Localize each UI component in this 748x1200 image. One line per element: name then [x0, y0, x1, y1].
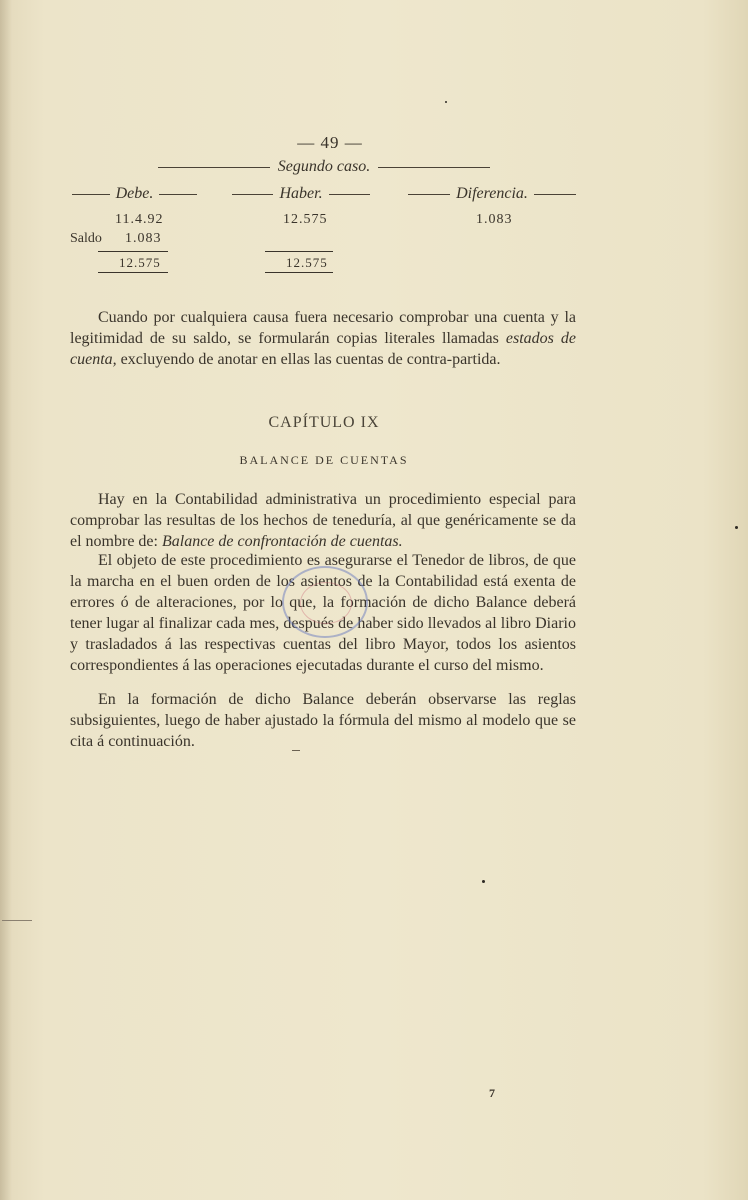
column-header-haber: [232, 185, 370, 203]
haber-total-rule: [265, 272, 333, 273]
case-heading-rule-right: [378, 167, 490, 168]
paper-tear: [2, 920, 32, 921]
paper-mark: [292, 750, 300, 751]
library-stamp-inner: [300, 582, 352, 624]
intro-text-end: excluyendo de anotar en ellas las cuentas de contra-partida.: [116, 351, 501, 368]
paper-speck: [482, 880, 485, 883]
diferencia-value: 1.083: [476, 212, 513, 227]
debe-total: 12.575: [119, 255, 161, 270]
intro-paragraph: [70, 307, 576, 370]
header-rule: [72, 194, 110, 195]
body-paragraph-2: El objeto de este procedimiento es asegurarse el Tenedor de libros, de que la marcha en el buen orden de los asientos de la Contabilidad está exenta de errores ó de alteraciones, por lo que, la formación de dicho Balance deberá tener lugar al finalizar cada mes, después de haber sido llevados al libro Diario y trasladados á las respectivas cuentas del libro Mayor, todos los asientos correspondientes á las operaciones ejecutadas durante el curso del mismo.: [70, 552, 576, 674]
paper-speck: [445, 101, 447, 103]
signature-mark: 7: [489, 1086, 495, 1100]
haber-total: 12.575: [286, 255, 328, 270]
debe-sum-rule: [98, 251, 168, 252]
paper-speck: [735, 526, 738, 529]
library-stamp: [282, 566, 368, 638]
header-rule: [408, 194, 450, 195]
paragraph-1-emphasis: Balance de confrontación de cuentas.: [161, 533, 403, 550]
chapter-heading: CAPÍTULO IX: [268, 414, 380, 431]
debe-total-rule: [98, 272, 168, 273]
intro-text: Cuando por cualquiera causa fuera necesario comprobar una cuenta y la legitimidad de su saldo, se formularán copias literales llamadas: [70, 309, 576, 347]
intro-emphasis: estados de cuenta,: [70, 330, 577, 368]
header-rule: [329, 194, 370, 195]
page-edge-shadow: [0, 0, 12, 1200]
column-label-diferencia: Diferencia.: [456, 185, 528, 202]
debe-value: 11.4.92: [115, 212, 164, 227]
header-rule: [534, 194, 576, 195]
column-header-diferencia: [408, 185, 576, 203]
haber-sum-rule: [265, 251, 333, 252]
case-title: Segundo caso.: [277, 158, 371, 175]
page-number: — 49 —: [297, 133, 363, 152]
chapter-subtitle: BALANCE DE CUENTAS: [239, 453, 409, 467]
case-heading: [158, 158, 490, 176]
header-rule: [159, 194, 197, 195]
body-paragraph-1: [70, 489, 576, 552]
case-heading-rule-left: [158, 167, 270, 168]
column-label-haber: Haber.: [279, 185, 323, 202]
column-header-debe: [72, 185, 197, 203]
header-rule: [232, 194, 273, 195]
body-paragraph-3: En la formación de dicho Balance deberán observarse las reglas subsiguientes, luego de haber ajustado la fórmula del mismo al modelo que se cita á continuación.: [70, 691, 576, 750]
haber-value: 12.575: [283, 212, 328, 227]
paragraph-1-text: Hay en la Contabilidad administrativa un procedimiento especial para comprobar las resultas de los hechos de teneduría, al que genéricamente se da el nombre de:: [70, 491, 576, 550]
saldo-label: Saldo: [70, 231, 102, 246]
saldo-value: 1.083: [125, 231, 162, 246]
column-label-debe: Debe.: [115, 185, 154, 202]
